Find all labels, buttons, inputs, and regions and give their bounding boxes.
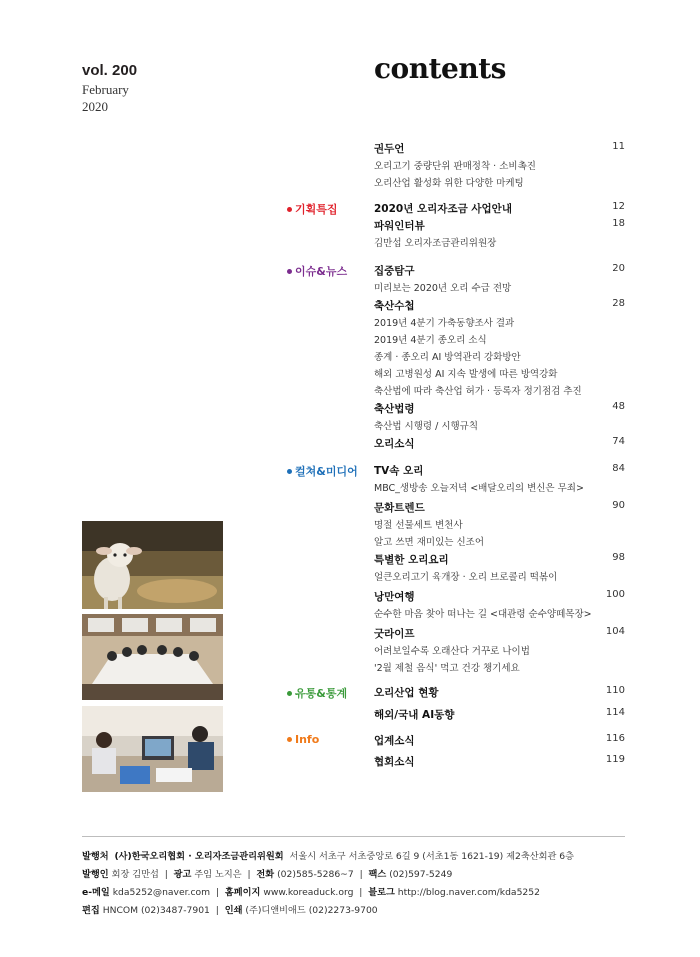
- issue-year: 2020: [82, 99, 108, 114]
- footer-value: (사)한국오리협회 · 오리자조금관리위원회: [114, 851, 284, 862]
- issue-month: February: [82, 82, 129, 97]
- footer-key: 발행처: [82, 851, 109, 862]
- section-label: 유통&통계: [295, 687, 348, 700]
- homepage-link[interactable]: www.koreaduck.org: [263, 887, 354, 898]
- entry-subtitle: 명절 선물세트 변천사: [374, 520, 463, 531]
- section-label: 이슈&뉴스: [295, 265, 348, 278]
- section-issue-news[interactable]: [287, 263, 347, 279]
- entry-page: 18: [612, 218, 625, 229]
- footer-divider: [82, 836, 625, 837]
- entry-page: 28: [612, 298, 625, 309]
- footer-key: 광고: [173, 869, 192, 880]
- entry-title[interactable]: 축산법령: [374, 403, 415, 415]
- footer-value: 회장 김만섭: [111, 869, 159, 880]
- entry-subtitle: MBC_생방송 오늘저녁 <배달오리의 변신은 무죄>: [374, 483, 584, 494]
- entry-title[interactable]: 축산수첩: [374, 300, 415, 312]
- footer-key: 팩스: [368, 869, 387, 880]
- bullet-icon: [287, 269, 292, 274]
- volume-label: vol. 200: [82, 62, 138, 79]
- meeting-photo: [82, 614, 223, 700]
- entry-page: 20: [612, 263, 625, 274]
- entry-page: 48: [612, 401, 625, 412]
- entry-title[interactable]: 특별한 오리요리: [374, 554, 449, 566]
- footer-key: 발행인: [82, 869, 109, 880]
- footer-key: e-메일: [82, 887, 110, 898]
- entry-title[interactable]: 해외/국내 AI동향: [374, 709, 455, 721]
- entry-title[interactable]: 업계소식: [374, 735, 415, 747]
- entry-subtitle: 김만섭 오리자조금관리위원장: [374, 238, 497, 249]
- office-photo: [82, 706, 223, 792]
- entry-page: 119: [605, 754, 625, 765]
- entry-page: 104: [605, 626, 625, 637]
- entry-page: 116: [605, 733, 625, 744]
- entry-subtitle: 순수한 마음 찾아 떠나는 길 <대관령 순수양떼목장>: [374, 609, 592, 620]
- entry-title[interactable]: 오리산업 현황: [374, 687, 439, 699]
- entry-title[interactable]: 2020년 오리자조금 사업안내: [374, 203, 512, 215]
- entry-page: 90: [612, 500, 625, 511]
- entry-page: 74: [612, 436, 625, 447]
- section-label: 기획특집: [295, 203, 338, 216]
- entry-title[interactable]: 문화트렌드: [374, 502, 425, 514]
- footer-value: 서울시 서초구 서초중앙로 6길 9 (서초1동 1621-19) 제2축산회관 6층: [289, 851, 575, 862]
- entry-subtitle: 오리고기 중량단위 판매정착 · 소비촉진: [374, 161, 536, 172]
- footer-value: HNCOM (02)3487-7901: [102, 905, 210, 916]
- footer-line-production: 편집 HNCOM (02)3487-7901 | 인쇄 (주)디앤비애드 (02)2273-9700: [82, 905, 378, 916]
- footer-key: 홈페이지: [224, 887, 261, 898]
- entry-title[interactable]: TV속 오리: [374, 465, 424, 477]
- contents-title: contents: [374, 52, 506, 85]
- entry-subtitle: '2월 제철 음식' 먹고 건강 챙기세요: [374, 663, 520, 674]
- footer-key: 편집: [82, 905, 100, 916]
- entry-subtitle: 해외 고병원성 AI 지속 발생에 따른 방역강화: [374, 369, 558, 380]
- bullet-icon: [287, 207, 292, 212]
- footer-line-contacts: 발행인 회장 김만섭 | 광고 주임 노지은 | 전화 (02)585-5286~7 | 팩스 (02)597-5249: [82, 869, 453, 880]
- footer-line-web: e-메일 kda5252@naver.com | 홈페이지 www.koreaduck.org | 블로그 http://blog.naver.com/kda5252: [82, 887, 540, 898]
- footer-key: 블로그: [368, 887, 395, 898]
- bullet-icon: [287, 469, 292, 474]
- entry-title[interactable]: 굿라이프: [374, 628, 415, 640]
- entry-subtitle: 종계 · 종오리 AI 방역관리 강화방안: [374, 352, 521, 363]
- entry-title[interactable]: 권두언: [374, 143, 405, 155]
- entry-title[interactable]: 집중탐구: [374, 265, 415, 277]
- entry-subtitle: 얼큰오리고기 육개장 · 오리 브로콜리 떡볶이: [374, 572, 558, 583]
- footer-key: 전화: [256, 869, 275, 880]
- bullet-icon: [287, 691, 292, 696]
- entry-title[interactable]: 오리소식: [374, 438, 415, 450]
- entry-page: 114: [605, 707, 625, 718]
- entry-page: 11: [612, 141, 625, 152]
- entry-title[interactable]: 낭만여행: [374, 591, 415, 603]
- entry-subtitle: 2019년 4분기 종오리 소식: [374, 335, 487, 346]
- entry-page: 84: [612, 463, 625, 474]
- footer-line-publisher: [82, 848, 574, 862]
- footer-key: 인쇄: [224, 905, 243, 916]
- footer-value: (02)585-5286~7: [277, 869, 354, 880]
- section-culture-media[interactable]: [287, 463, 358, 479]
- section-feature[interactable]: [287, 201, 338, 217]
- entry-page: 110: [605, 685, 625, 696]
- email-link[interactable]: kda5252@naver.com: [112, 887, 211, 898]
- entry-subtitle: 미리보는 2020년 오리 수급 전망: [374, 283, 512, 294]
- entry-subtitle: 오리산업 활성화 위한 다양한 마케팅: [374, 178, 524, 189]
- section-label: 컬쳐&미디어: [295, 465, 358, 478]
- entry-subtitle: 2019년 4분기 가축동향조사 결과: [374, 318, 515, 329]
- entry-page: 98: [612, 552, 625, 563]
- entry-page: 100: [605, 589, 625, 600]
- footer-value: 주임 노지은: [194, 869, 242, 880]
- entry-subtitle: 축산법에 따라 축산업 허가 · 등록자 정기점검 추진: [374, 386, 582, 397]
- blog-link[interactable]: http://blog.naver.com/kda5252: [397, 887, 540, 898]
- entry-subtitle: 어려보일수록 오래산다 거꾸로 나이법: [374, 646, 530, 657]
- entry-subtitle: 알고 쓰면 재미있는 신조어: [374, 537, 485, 548]
- entry-page: 12: [612, 201, 625, 212]
- footer-value: (02)597-5249: [389, 869, 453, 880]
- entry-title[interactable]: 협회소식: [374, 756, 415, 768]
- bullet-icon: [287, 737, 292, 742]
- lamb-photo: [82, 521, 223, 609]
- footer-value: (주)디앤비애드 (02)2273-9700: [245, 905, 378, 916]
- section-info[interactable]: [287, 733, 319, 746]
- section-label: Info: [295, 733, 320, 746]
- section-distribution-stats[interactable]: [287, 685, 347, 701]
- entry-title[interactable]: 파워인터뷰: [374, 220, 425, 232]
- entry-subtitle: 축산법 시행령 / 시행규칙: [374, 421, 479, 432]
